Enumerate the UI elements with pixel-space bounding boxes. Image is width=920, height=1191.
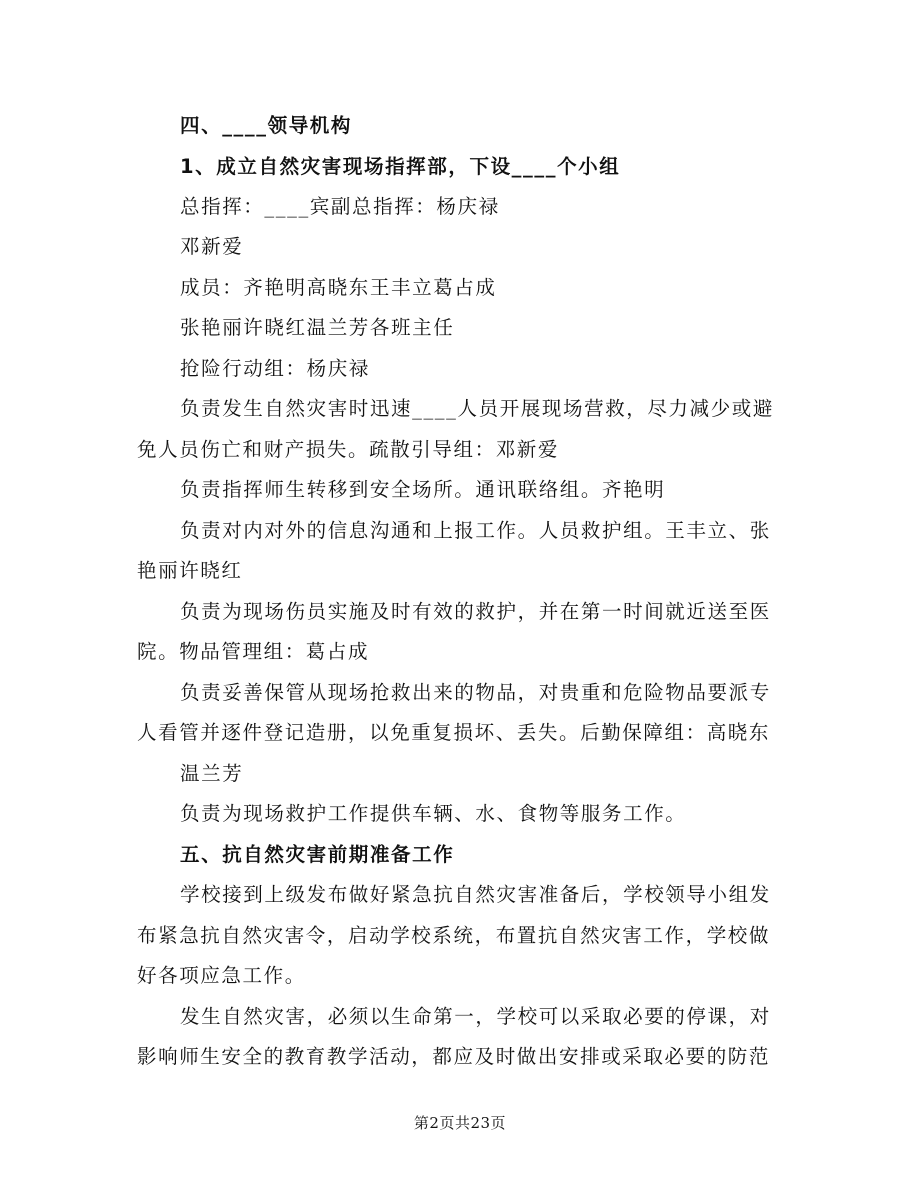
paragraph-line: 负责为现场伤员实施及时有效的救护，并在第一时间就近送至医 [180,600,771,623]
paragraph-line: 免人员伤亡和财产损失。疏散引导组：邓新爱 [137,438,560,461]
paragraph-line: 邓新爱 [180,235,244,258]
paragraph-line: 好各项应急工作。 [137,964,306,987]
paragraph-line: 院。物品管理组：葛占成 [137,640,370,663]
paragraph-line: 布紧急抗自然灾害令，启动学校系统，布置抗自然灾害工作，学校做 [137,924,771,947]
page-number-footer: 第2页共23页 [413,1114,507,1132]
paragraph-line: 人看管并逐件登记造册，以免重复损坏、丢失。后勤保障组：高晓东 [137,721,771,744]
paragraph-line: 发生自然灾害，必须以生命第一，学校可以采取必要的停课，对 [180,1005,771,1028]
paragraph-line: 成员：齐艳明高晓东王丰立葛占成 [180,276,497,299]
subsection-heading: 1、成立自然灾害现场指挥部，下设____个小组 [180,155,621,178]
section-heading: 四、____领导机构 [180,114,352,137]
paragraph-line: 负责发生自然灾害时迅速____人员开展现场营救，尽力减少或避 [180,397,775,420]
paragraph-line: 艳丽许晓红 [137,559,243,582]
paragraph-line: 负责指挥师生转移到安全场所。通讯联络组。齐艳明 [180,478,666,501]
paragraph-line: 负责对内对外的信息沟通和上报工作。人员救护组。王丰立、张 [180,519,771,542]
paragraph-line: 负责妥善保管从现场抢救出来的物品，对贵重和危险物品要派专 [180,681,771,704]
paragraph-line: 影响师生安全的教育教学活动，都应及时做出安排或采取必要的防范 [137,1045,771,1068]
paragraph-line: 学校接到上级发布做好紧急抗自然灾害准备后，学校领导小组发 [180,883,771,906]
section-heading: 五、抗自然灾害前期准备工作 [180,843,455,866]
paragraph-line: 温兰芳 [180,762,244,785]
paragraph-line: 负责为现场救护工作提供车辆、水、食物等服务工作。 [180,802,687,825]
paragraph-line: 张艳丽许晓红温兰芳各班主任 [180,316,455,339]
paragraph-line: 抢险行动组：杨庆禄 [180,357,370,380]
paragraph-line: 总指挥：____宾副总指挥：杨庆禄 [180,195,500,218]
